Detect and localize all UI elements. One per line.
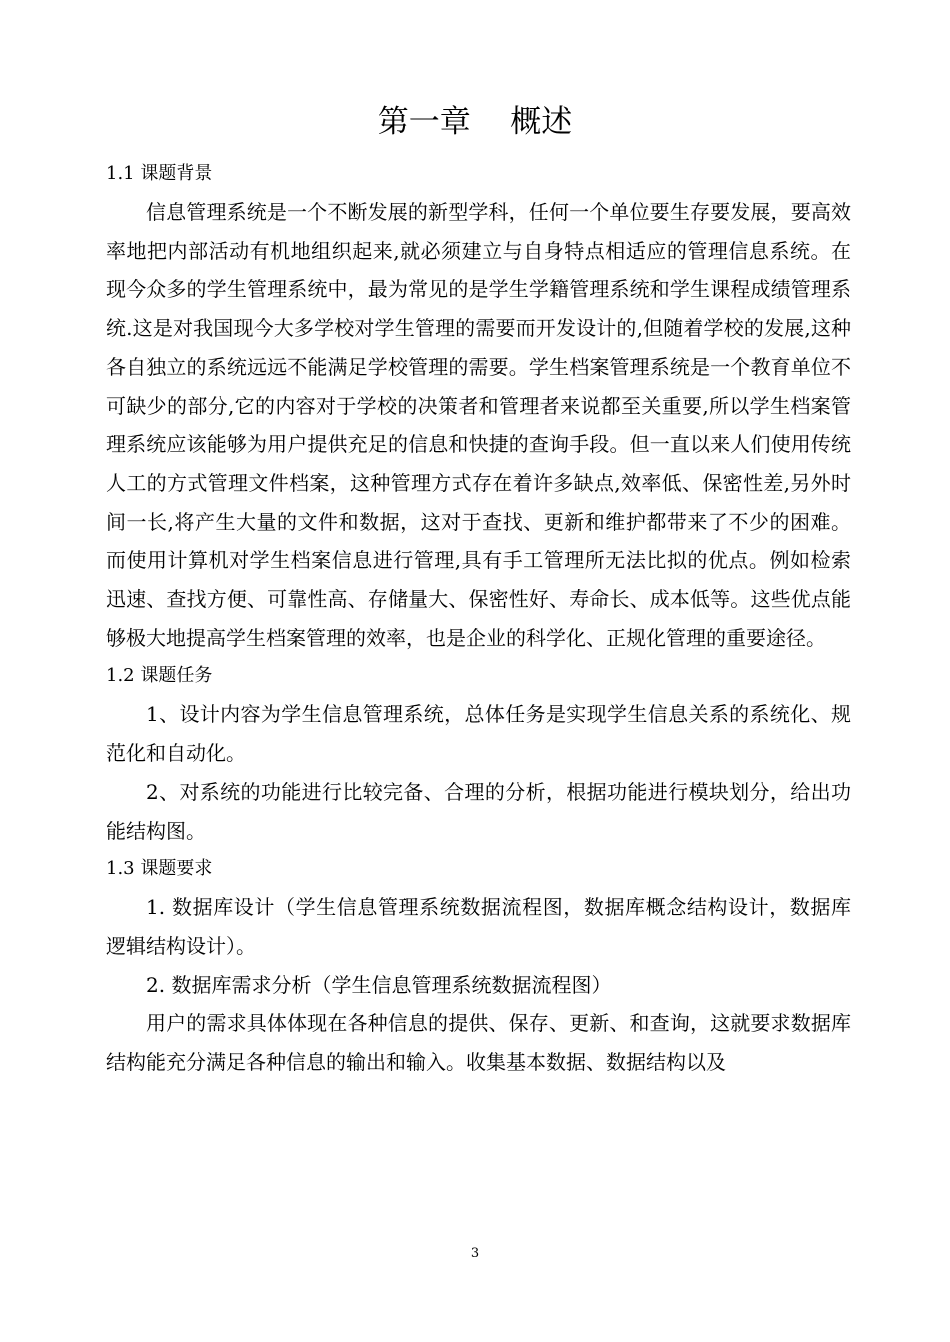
- section-heading-1-2: 1.2 课题任务: [106, 665, 213, 687]
- chapter-title: 第一章 概述: [377, 104, 573, 140]
- section-heading-1-3: 1.3 课题要求: [106, 858, 213, 880]
- task-paragraph-1: 1、设计内容为学生信息管理系统，总体任务是实现学生信息关系的系统化、规范化和自动化。: [106, 702, 851, 766]
- requirement-paragraph-3: 用户的需求具体体现在各种信息的提供、保存、更新、和查询，这就要求数据库结构能充分满足各种信息的输出和输入。收集基本数据、数据结构以及: [106, 1011, 851, 1075]
- document-body: [106, 155, 851, 1082]
- section-heading-1-1: 1.1 课题背景: [106, 163, 213, 184]
- background-paragraph: 信息管理系统是一个不断发展的新型学科，任何一个单位要生存要发展，要高效率地把内部活动有机地组织起来,就必须建立与自身特点相适应的管理信息系统。在现今众多的学生管理系统中，最为常见的是学生学籍管理系统和学生课程成绩管理系统.这是对我国现今大多学校对学生管理的需要而开发设计的,但随着学校的发展,这种各自独立的系统远远不能满足学校管理的需要。学生档案管理系统是一个教育单位不可缺少的部分,它的内容对于学校的决策者和管理者来说都至关重要,所以学生档案管理系统应该能够为用户提供充足的信息和快捷的查询手段。但一直以来人们使用传统人工的方式管理文件档案，这种管理方式存在着许多缺点,效率低、保密性差,另外时间一长,将产生大量的文件和数据，这对于查找、更新和维护都带来了不少的困难。而使用计算机对学生档案信息进行管理,具有手工管理所无法比拟的优点。例如检索迅速、查找方便、可靠性高、存储量大、保密性好、寿命长、成本低等。这些优点能够极大地提高学生档案管理的效率，也是企业的科学化、正规化管理的重要途径。: [106, 200, 851, 650]
- requirement-paragraph-1: 1. 数据库设计（学生信息管理系统数据流程图，数据库概念结构设计，数据库逻辑结构设计）。: [106, 895, 851, 958]
- requirement-paragraph-2: 2. 数据库需求分析（学生信息管理系统数据流程图）: [146, 972, 612, 997]
- task-paragraph-2: 2、对系统的功能进行比较完备、合理的分析，根据功能进行模块划分，给出功能结构图。: [106, 779, 851, 843]
- page-number: 3: [470, 1246, 480, 1261]
